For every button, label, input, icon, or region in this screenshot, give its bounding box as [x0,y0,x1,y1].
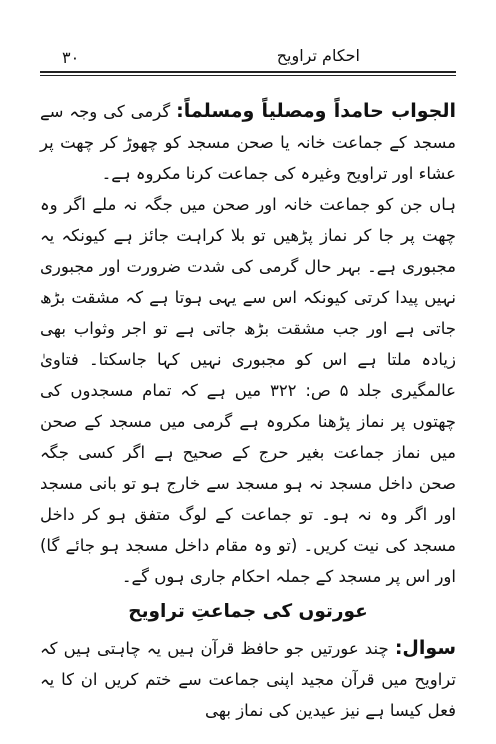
header-rule-thin [40,75,456,76]
answer-paragraph [40,96,456,189]
question-text: چند عورتیں جو حافظ قرآن ہیں یہ چاہتی ہیں کہ تراویح میں قرآن مجید اپنی جماعت سے ختم کریں ان کا یہ فعل کیسا ہے نیز عیدین کی نماز بھی [40,639,456,720]
page-body [40,96,456,726]
question-label: سوال: [394,637,457,659]
question-paragraph [40,633,456,726]
ruling-paragraph: ہاں جن کو جماعت خانہ اور صحن میں جگہ نہ ملے اگر وہ چھت پر جا کر نماز پڑھیں تو بلا کراہت جائز ہے کیونکہ یہ مجبوری ہے۔ بہر حال گرمی کی شدت ضرورت اور مجبوری نہیں پیدا کرتی کیونکہ اس سے یہی ہوتا ہے کہ مشقت بڑھ جاتی ہے اور جب مشقت بڑھ جاتی ہے تو اجر وثواب بھی زیادہ ملتا ہے اس کو مجبوری نہیں کہا جاسکتا۔ فتاویٰ عالمگیری جلد ۵ ص: ۳۲۲ میں ہے کہ تمام مسجدوں کی چھتوں پر نماز پڑھنا مکروہ ہے گرمی میں مسجد کے صحن میں نماز جماعت بغیر حرج کے صحیح ہے اگر کسی جگہ صحن داخل مسجد نہ ہو مسجد سے خارج ہو تو بانی مسجد اور اگر وہ نہ ہو۔ تو جماعت کے لوگ متفق ہو کر داخل مسجد کی نیت کریں۔ (تو وہ مقام داخل مسجد ہو جائے گا) اور اس پر مسجد کے جملہ احکام جاری ہوں گے۔ [40,195,456,586]
page-header [40,46,456,76]
running-title: احکام تراویح [276,46,360,65]
answer-label: الجواب حامداً ومصلیاً ومسلماً: [176,100,456,122]
header-rule-thick [40,71,456,73]
section-heading: عورتوں کی جماعتِ تراویح [128,601,368,622]
page-number: ۳۰ [62,48,80,67]
answer-text: گرمی کی وجہ سے مسجد کے جماعت خانہ یا صحن مسجد کو چھوڑ کر چھت پر عشاء اور تراویح وغیرہ کی جماعت کرنا مکروہ ہے۔ [40,102,456,183]
